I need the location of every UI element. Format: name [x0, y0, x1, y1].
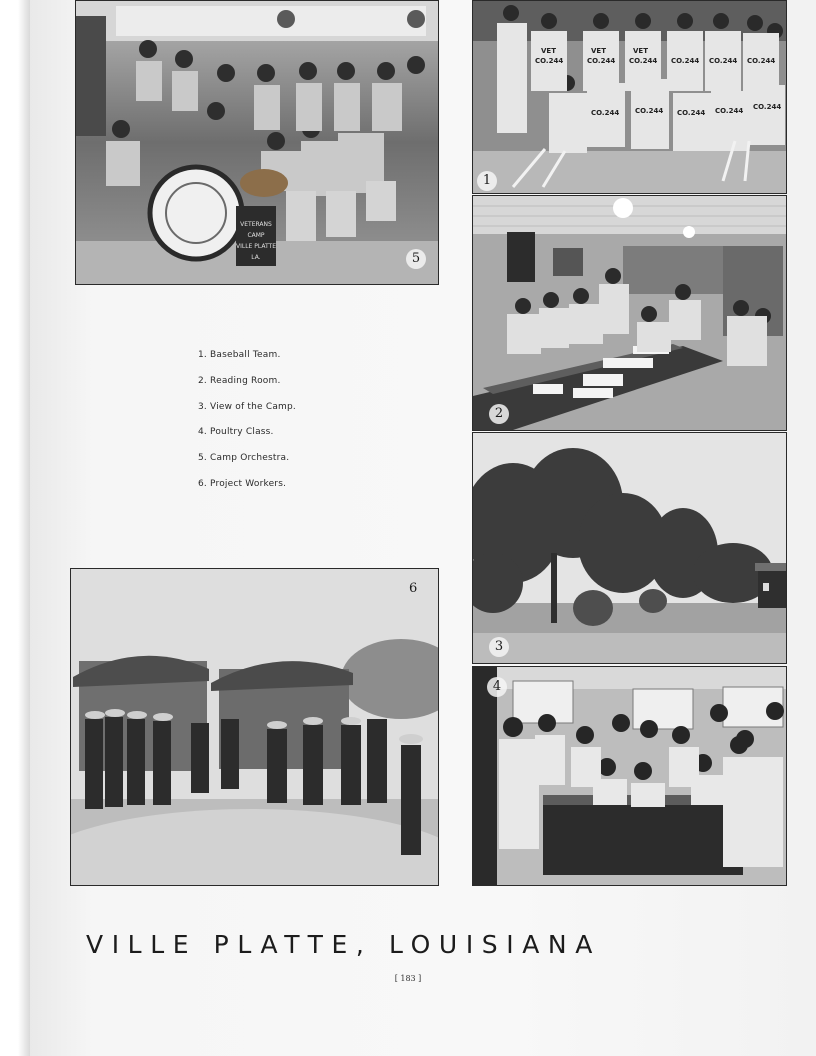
- svg-text:CO.244: CO.244: [747, 57, 776, 65]
- photo-number-2: 2: [489, 404, 509, 424]
- svg-text:CO.244: CO.244: [535, 57, 564, 65]
- caption-item: 3. View of the Camp.: [198, 401, 296, 412]
- baseball-team-image: [473, 1, 786, 193]
- caption-item: 6. Project Workers.: [198, 478, 287, 489]
- reading-room-image: [473, 196, 786, 430]
- svg-text:LA.: LA.: [251, 254, 261, 261]
- svg-text:CO.244: CO.244: [587, 57, 616, 65]
- svg-text:CO.244: CO.244: [635, 107, 664, 115]
- page-title: VILLE PLATTE, LOUISIANA: [86, 930, 601, 959]
- svg-text:VET: VET: [591, 47, 606, 55]
- photo-camp-orchestra: [75, 0, 439, 285]
- caption-item: 2. Reading Room.: [198, 375, 281, 386]
- caption-item: 4. Poultry Class.: [198, 427, 274, 438]
- photo-number-1: 1: [477, 171, 497, 191]
- view-of-camp-image: [473, 433, 786, 663]
- photo-number-6: 6: [409, 581, 418, 596]
- svg-text:VET: VET: [633, 47, 648, 55]
- svg-text:CO.244: CO.244: [677, 109, 706, 117]
- caption-item: 1. Baseball Team.: [198, 350, 281, 360]
- svg-text:VETERANS: VETERANS: [240, 221, 272, 228]
- svg-text:CO.244: CO.244: [629, 57, 658, 65]
- svg-text:VET: VET: [541, 47, 556, 55]
- svg-text:CO.244: CO.244: [591, 109, 620, 117]
- svg-text:VILLE PLATTE: VILLE PLATTE: [235, 243, 277, 250]
- page-number: [ 183 ]: [394, 974, 422, 983]
- poultry-class-image: [473, 667, 786, 885]
- svg-text:CO.244: CO.244: [715, 107, 744, 115]
- photo-number-4: 4: [487, 677, 507, 697]
- photo-project-workers: [70, 568, 439, 886]
- project-workers-image: [71, 569, 438, 885]
- svg-text:CO.244: CO.244: [753, 103, 782, 111]
- svg-text:CO.244: CO.244: [709, 57, 738, 65]
- photo-view-of-camp: [472, 432, 787, 664]
- photo-number-3: 3: [489, 637, 509, 657]
- photo-reading-room: [472, 195, 787, 431]
- photo-caption-list: [198, 350, 296, 505]
- svg-text:CAMP: CAMP: [247, 232, 265, 239]
- caption-item: 5. Camp Orchestra.: [198, 453, 290, 464]
- camp-orchestra-image: [76, 1, 438, 284]
- svg-text:CO.244: CO.244: [671, 57, 700, 65]
- photo-baseball-team: [472, 0, 787, 194]
- page-binding-edge: [0, 0, 30, 1056]
- photo-poultry-class: [472, 666, 787, 886]
- photo-number-5: 5: [406, 249, 426, 269]
